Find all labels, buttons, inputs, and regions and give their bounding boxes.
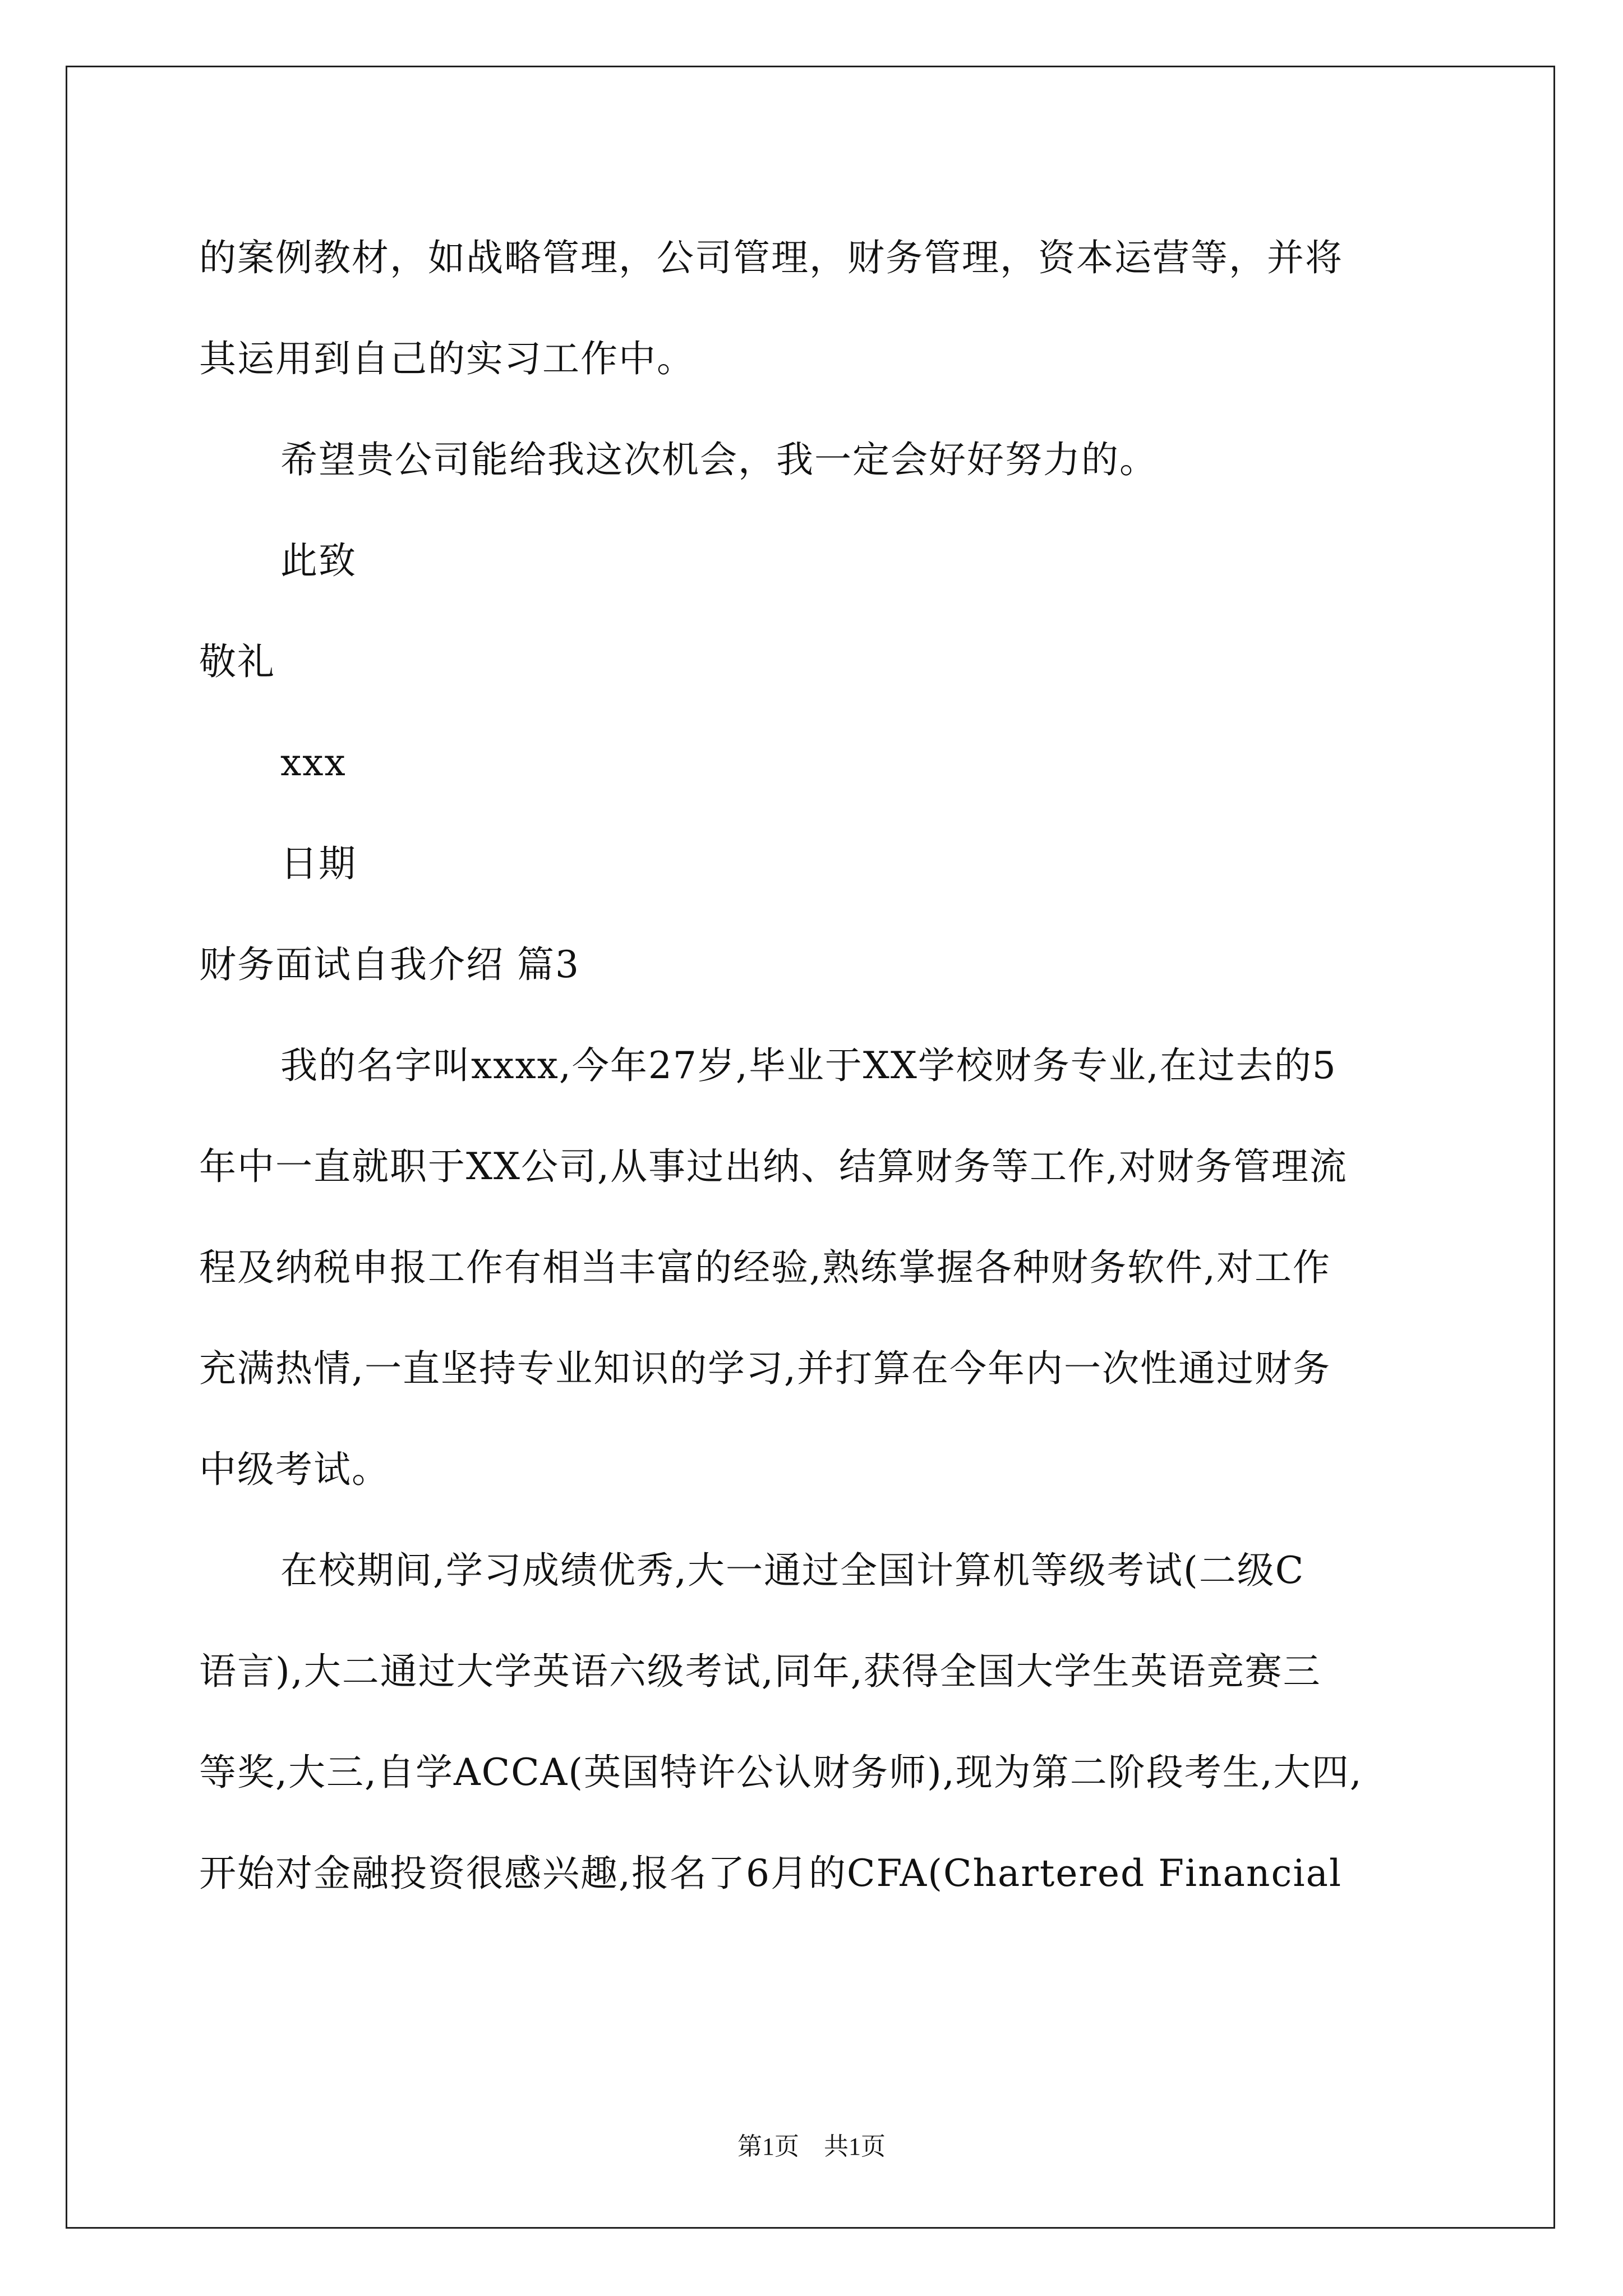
text-line: 充满热情,一直坚持专业知识的学习,并打算在今年内一次性通过财务: [199, 1347, 1331, 1390]
signature-name: xxx: [280, 741, 347, 784]
text-line: 我的名字叫xxxx,今年27岁,毕业于XX学校财务专业,在过去的5: [280, 1044, 1337, 1087]
text-line: 在校期间,学习成绩优秀,大一通过全国计算机等级考试(二级C: [280, 1549, 1305, 1592]
text-line: 等奖,大三,自学ACCA(英国特许公认财务师),现为第二阶段考生,大四,: [199, 1751, 1363, 1794]
text-line: 程及纳税申报工作有相当丰富的经验,熟练掌握各种财务软件,对工作: [199, 1246, 1331, 1289]
text-line: 中级考试。: [199, 1448, 390, 1491]
document-body: [199, 208, 1427, 1924]
page-footer: 第1页 共1页: [737, 2133, 886, 2160]
text-line: 的案例教材，如战略管理，公司管理，财务管理，资本运营等，并将: [199, 236, 1343, 279]
text-line: 语言),大二通过大学英语六级考试,同年,获得全国大学生英语竞赛三: [199, 1650, 1321, 1693]
text-line: 其运用到自己的实习工作中。: [199, 337, 695, 380]
closing-salutation: 此致: [280, 539, 357, 582]
text-line: 开始对金融投资很感兴趣,报名了6月的CFA(Chartered Financial: [199, 1852, 1343, 1895]
text-line: 年中一直就职于XX公司,从事过出纳、结算财务等工作,对财务管理流: [199, 1145, 1348, 1188]
closing-regards: 敬礼: [199, 640, 275, 683]
section-heading: 财务面试自我介绍 篇3: [199, 943, 580, 986]
signature-date: 日期: [280, 842, 357, 885]
text-line: 希望贵公司能给我这次机会，我一定会好好努力的。: [280, 438, 1158, 481]
